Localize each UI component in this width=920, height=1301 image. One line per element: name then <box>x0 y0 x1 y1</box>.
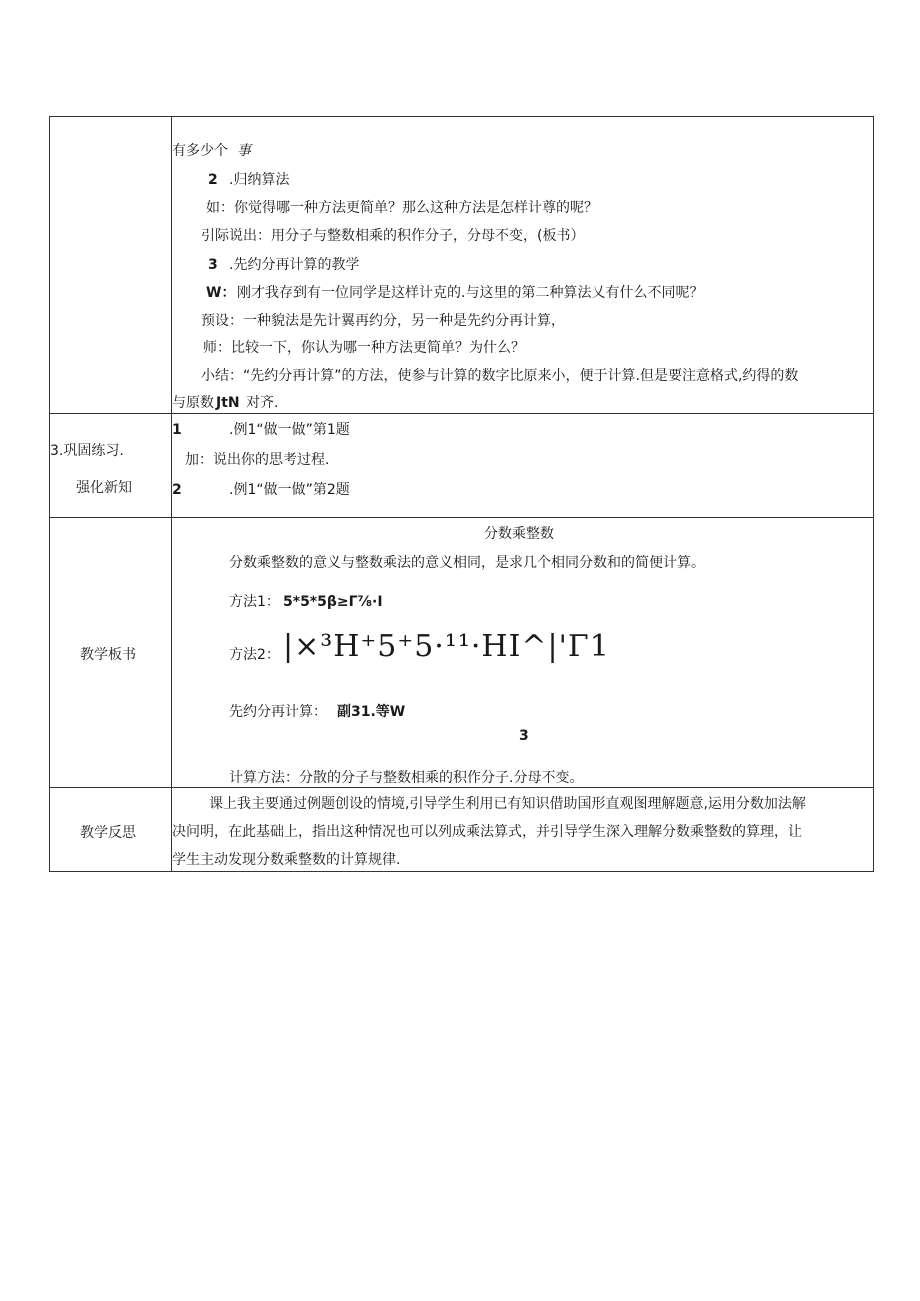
reduce-first-expression: 副31.等W <box>337 704 406 720</box>
table-border-right <box>873 116 874 872</box>
reflection-line: 决问明，在此基础上，指出这种情况也可以列成乘法算式，并引导学生深入理解分数乘整数的算理，让 <box>172 824 802 840</box>
method-2-expression: |×³H⁺5⁺5·¹¹·HI^|'Γ1 <box>283 629 610 664</box>
row-divider-2 <box>49 517 874 518</box>
row-2-label-line-2: 强化新知 <box>76 480 132 496</box>
text-line: 预设：一种貌法是先计翼再约分，另一种是先约分再计算， <box>201 313 565 329</box>
step-number: 2 <box>208 172 218 188</box>
summary-line: 小结：“先约分再计算”的方法，使参与计算的数字比原来小，便于计算.但是要注意格式,约得的数 <box>201 368 799 384</box>
method-1-expression: 5*5*5β≥Γ⅞·I <box>283 594 383 610</box>
row-2-label-line-1: 3.巩固练习. <box>50 443 124 459</box>
speaker-label: W： <box>206 285 236 301</box>
table-border-bottom <box>49 871 874 872</box>
step-title: .归纳算法 <box>229 172 290 188</box>
reduce-first-label: 先约分再计算： <box>229 704 327 720</box>
reflection-line: 学生主动发现分数乘整数的计算规律. <box>172 852 401 868</box>
reduce-first-denominator: 3 <box>519 728 529 744</box>
table-border-top <box>49 116 874 117</box>
exercise-item: .例1“做一做”第2题 <box>229 482 350 498</box>
reflection-line: 课上我主要通过例题创设的情境,引导学生利用已有知识借助国形直观图理解题意,运用分数加法解 <box>209 796 806 812</box>
method-2-label: 方法2： <box>229 647 280 663</box>
board-meaning: 分数乘整数的意义与整数乘法的意义相同，是求几个相同分数和的简便计算。 <box>229 555 705 571</box>
summary-line: 对齐. <box>246 395 279 411</box>
summary-line: JtN <box>216 395 240 411</box>
exercise-number: 2 <box>172 482 182 498</box>
text-line: 刚才我存到有一位同学是这样计克的.与这里的第二种算法乂有什么不同呢？ <box>237 285 704 301</box>
text-line: 如：你觉得哪一种方法更简单？那么这种方法是怎样计尊的呢？ <box>206 200 598 216</box>
row-divider-3 <box>49 787 874 788</box>
method-1-label: 方法1： <box>229 594 280 610</box>
row-2-content <box>172 414 872 517</box>
table-border-left <box>49 116 50 872</box>
text-line: 事 <box>237 143 251 159</box>
summary-line: 与原数 <box>172 395 214 411</box>
text-line: 师：比较一下，你认为哪一种方法更简单？为什么？ <box>203 340 525 356</box>
exercise-item: .例1“做一做”第1题 <box>229 422 350 438</box>
exercise-note: 加：说出你的思考过程. <box>185 452 330 468</box>
row-3-label: 教学板书 <box>80 647 136 663</box>
row-4-label: 教学反思 <box>80 825 136 841</box>
calc-method-rule: 计算方法：分散的分子与整数相乘的积作分子.分母不变。 <box>229 770 584 786</box>
lesson-plan-table <box>49 116 874 872</box>
board-title: 分数乘整数 <box>484 526 554 542</box>
text-line: 引际说出：用分子与整数相乘的积作分子，分母不变，(板书） <box>201 228 585 244</box>
exercise-number: 1 <box>172 422 182 438</box>
step-title: .先约分再计算的教学 <box>229 257 360 273</box>
step-number: 3 <box>208 257 218 273</box>
text-line: 有多少个 <box>172 143 228 159</box>
